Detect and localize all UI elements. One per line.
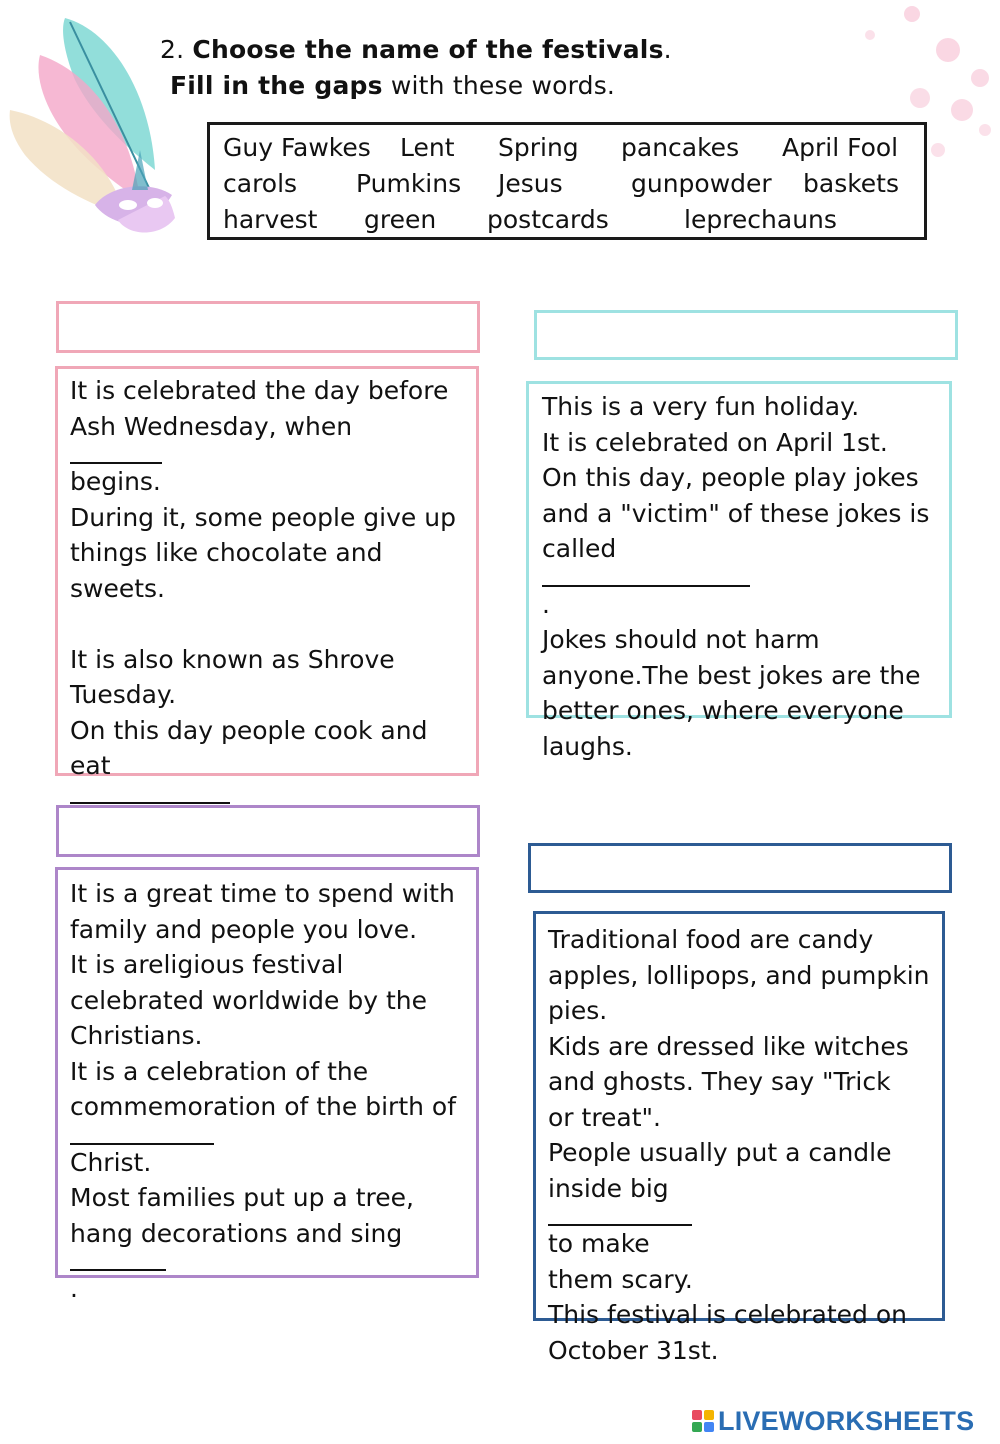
word-bank-item: Spring bbox=[498, 133, 579, 162]
text-line: celebrated worldwide by the bbox=[70, 985, 427, 1015]
word-bank-item: leprechauns bbox=[684, 205, 837, 234]
word-bank-item: Lent bbox=[400, 133, 455, 162]
text-line: On this day, people play jokes bbox=[542, 463, 919, 492]
text-line: It is a celebration of the bbox=[70, 1056, 369, 1086]
word-bank-item: green bbox=[364, 205, 437, 234]
festival-name-field-2[interactable] bbox=[534, 310, 958, 360]
word-bank-item: baskets bbox=[803, 169, 900, 198]
text-line: commemoration of the birth of bbox=[70, 1092, 457, 1121]
text-line: Tuesday. bbox=[70, 680, 177, 709]
word-bank-item: pancakes bbox=[621, 133, 740, 162]
word-bank-item: Jesus bbox=[498, 169, 563, 198]
gap-blank[interactable] bbox=[548, 1206, 692, 1226]
festival-description-box-2 bbox=[526, 381, 952, 761]
festival-name-field-1[interactable] bbox=[56, 301, 480, 353]
text-line: laughs. bbox=[542, 731, 633, 761]
description-text-2 bbox=[542, 389, 929, 764]
text-line: It is a great time to spend with bbox=[70, 879, 455, 908]
word-bank-item: April Fool bbox=[782, 133, 899, 162]
text-line bbox=[70, 606, 456, 642]
text-line: On this day people cook and bbox=[70, 715, 428, 745]
festival-name-field-4[interactable] bbox=[528, 843, 952, 893]
word-bank-item: harvest bbox=[223, 205, 318, 234]
word-bank-item: gunpowder bbox=[631, 169, 772, 198]
text-line: It is celebrated on April 1st. bbox=[542, 427, 888, 457]
exercise-heading bbox=[160, 32, 672, 104]
text-line: and ghosts. They say "Trick bbox=[548, 1067, 891, 1096]
text-line: Christ. bbox=[70, 1125, 456, 1181]
word-bank-item: Guy Fawkes bbox=[223, 133, 371, 162]
text-line: Ash Wednesday, when bbox=[70, 409, 456, 465]
festival-name-input-4[interactable] bbox=[531, 846, 949, 890]
text-line: Christians. bbox=[70, 1021, 203, 1050]
text-line: It is also known as Shrove bbox=[70, 644, 395, 674]
text-line: or treat". bbox=[548, 1102, 662, 1132]
description-text-4 bbox=[548, 922, 930, 1368]
text-line: anyone.The best jokes are the bbox=[542, 660, 921, 690]
word-bank-item: postcards bbox=[487, 205, 609, 234]
brand-text: LIVEWORKSHEETS bbox=[718, 1405, 975, 1436]
heading-line-1: 2. Choose the name of the festivals. bbox=[160, 35, 672, 64]
gap-blank[interactable] bbox=[70, 1251, 166, 1271]
text-line: This is a very fun holiday. bbox=[542, 392, 860, 421]
heading-line-2: Fill in the gaps with these words. bbox=[170, 71, 616, 100]
text-line: Jokes should not harm bbox=[542, 625, 820, 654]
description-text-1 bbox=[70, 373, 456, 839]
text-line: It is celebrated the day before bbox=[70, 376, 449, 405]
text-line: called . bbox=[542, 531, 929, 622]
text-line: This festival is celebrated on bbox=[548, 1300, 907, 1329]
text-line: pies. bbox=[548, 996, 608, 1025]
word-bank-item: carols bbox=[223, 169, 298, 198]
word-bank-item: Pumkins bbox=[356, 169, 462, 198]
text-line: things like chocolate and bbox=[70, 538, 383, 567]
festival-description-box-1 bbox=[55, 366, 479, 780]
liveworksheets-icon bbox=[692, 1410, 714, 1432]
text-line: sweets. bbox=[70, 573, 166, 603]
text-line: apples, lollipops, and pumpkin bbox=[548, 960, 930, 990]
festival-name-input-1[interactable] bbox=[59, 304, 477, 350]
text-line: . bbox=[70, 1251, 456, 1307]
text-line: During it, some people give up bbox=[70, 502, 456, 532]
festival-description-box-3 bbox=[55, 867, 479, 1303]
festival-name-input-3[interactable] bbox=[59, 808, 477, 854]
text-line: October 31st. bbox=[548, 1335, 719, 1365]
text-line: People usually put a candle bbox=[548, 1138, 892, 1167]
text-line: family and people you love. bbox=[70, 914, 418, 944]
gap-blank[interactable] bbox=[542, 567, 750, 587]
text-line: inside big to make bbox=[548, 1171, 930, 1262]
text-line: Most families put up a tree, bbox=[70, 1183, 414, 1212]
liveworksheets-logo bbox=[692, 1404, 974, 1438]
word-bank bbox=[207, 122, 927, 240]
description-text-3 bbox=[70, 876, 456, 1307]
text-line: Traditional food are candy bbox=[548, 925, 874, 954]
text-line: them scary. bbox=[548, 1264, 693, 1294]
text-line: hang decorations and sing bbox=[70, 1218, 403, 1248]
gap-blank[interactable] bbox=[70, 1125, 214, 1145]
text-line: begins. bbox=[70, 467, 161, 496]
gap-blank[interactable] bbox=[70, 444, 162, 464]
text-line: eat bbox=[70, 748, 456, 839]
festival-description-box-4 bbox=[533, 911, 945, 1365]
gap-blank[interactable] bbox=[70, 784, 230, 804]
festival-name-field-3[interactable] bbox=[56, 805, 480, 857]
text-line: better ones, where everyone bbox=[542, 696, 904, 725]
text-line: Kids are dressed like witches bbox=[548, 1031, 909, 1061]
text-line: and a "victim" of these jokes is bbox=[542, 498, 930, 528]
text-line: It is areligious festival bbox=[70, 950, 344, 979]
festival-name-input-2[interactable] bbox=[537, 313, 955, 357]
